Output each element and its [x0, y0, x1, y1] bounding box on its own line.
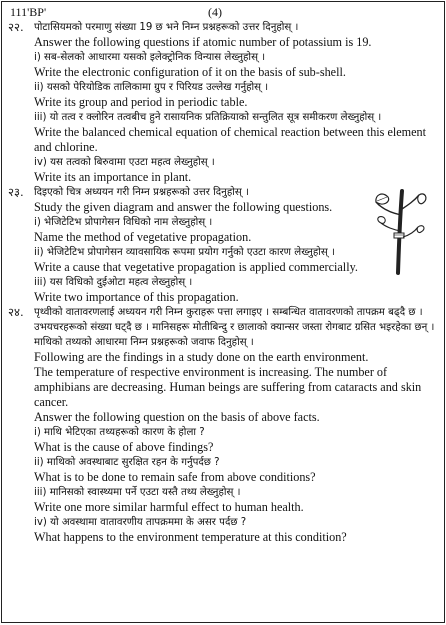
- english-text: Write the balanced chemical equation of chemical reaction between this element and chlorine.: [34, 125, 427, 154]
- english-text: What is to be done to remain safe from above conditions?: [34, 470, 316, 484]
- question-23: [8, 185, 438, 305]
- english-text: Write its group and period in periodic table.: [34, 95, 248, 109]
- english-text: What happens to the environment temperature at this condition?: [34, 530, 347, 544]
- nepali-text: पोटासियमको परमाणु संख्या 19 छ भने निम्न प्रश्नहरूको उत्तर दिनुहोस् ।: [34, 22, 299, 33]
- nepali-text: iv) यो अवस्थामा वातावरणीय तापक्रममा के असर पर्दछ ?: [34, 517, 247, 528]
- english-text: Answer the following questions if atomic number of potassium is 19.: [34, 35, 372, 49]
- question-24: [8, 305, 438, 545]
- question-body: [34, 185, 368, 305]
- exam-page: [1, 1, 445, 623]
- english-text: The temperature of respective environment is increasing. The number of amphibians are decreasing. Human beings are suffering from cataracts and skin cancer.: [34, 365, 422, 409]
- nepali-text: iii) मानिसको स्वास्थ्यमा पर्ने एउटा यस्तै तथ्य लेख्नुहोस् ।: [34, 487, 241, 498]
- nepali-text: ii) यसको पेरियोडिक तालिकामा ग्रुप र पिरियड उल्लेख गर्नुहोस् ।: [34, 82, 269, 93]
- question-number: २२.: [8, 20, 24, 34]
- nepali-text: दिइएको चित्र अध्ययन गरी निम्न प्रश्नहरूको उत्तर दिनुहोस् ।: [34, 187, 249, 198]
- nepali-text: iv) यस तत्वको बिरुवामा एउटा महत्व लेख्नुहोस् ।: [34, 157, 215, 168]
- english-text: Answer the following question on the basis of above facts.: [34, 410, 320, 424]
- page-number: (4): [208, 5, 222, 19]
- question-body: [34, 20, 438, 185]
- nepali-text: i) सब-सेलको आधारमा यसको इलेक्ट्रोनिक विन्यास लेख्नुहोस् ।: [34, 52, 266, 63]
- question-number: २३.: [8, 185, 24, 199]
- english-text: Following are the findings in a study done on the earth environment.: [34, 350, 369, 364]
- english-text: What is the cause of above findings?: [34, 440, 214, 454]
- question-body: [34, 305, 438, 545]
- paper-code: 111'BP': [10, 5, 47, 19]
- nepali-text: iii) यस विधिको दुईओटा महत्व लेख्नुहोस् ।: [34, 277, 193, 288]
- english-text: Study the given diagram and answer the following questions.: [34, 200, 333, 214]
- page-header: [8, 4, 438, 20]
- stem-cutting-diagram: [372, 187, 430, 275]
- english-text: Name the method of vegetative propagation.: [34, 230, 252, 244]
- english-text: Write two importance of this propagation.: [34, 290, 239, 304]
- question-list: [8, 20, 438, 545]
- english-text: Write a cause that vegetative propagation is applied commercially.: [34, 260, 358, 274]
- nepali-text: i) माथि भेटिएका तथ्यहरूको कारण के होला ?: [34, 427, 205, 438]
- nepali-text: पृथ्वीको वातावरणलाई अध्ययन गरी निम्न कुराहरू पत्ता लगाइए । सम्बन्धित वातावरणको तापक्रम बढ्दै छ । उभयचरहरूको संख्या घट्दै छ । मानिसहरू मोतीबिन्दु र छालाको क्यान्सर जस्ता रोगबाट ग्रसित भइरहेका छन् ।: [34, 307, 435, 333]
- nepali-text: ii) भेजिटेटिभ प्रोपागेसन व्यावसायिक रूपमा प्रयोग गर्नुको एउटा कारण लेख्नुहोस् ।: [34, 247, 335, 258]
- nepali-text: iii) यो तत्व र क्लोरिन तत्वबीच हुने रासायनिक प्रतिक्रियाको सन्तुलित सूत्र समीकरण लेख्नुहोस् ।: [34, 112, 382, 123]
- question-number: २४.: [8, 305, 24, 319]
- english-text: Write one more similar harmful effect to human health.: [34, 500, 304, 514]
- nepali-text: माथिको तथ्यको आधारमा निम्न प्रश्नहरूको जवाफ दिनुहोस् ।: [34, 337, 254, 348]
- question-22: [8, 20, 438, 185]
- english-text: Write its an importance in plant.: [34, 170, 192, 184]
- nepali-text: ii) माथिको अवस्थाबाट सुरक्षित रहन के गर्नुपर्दछ ?: [34, 457, 220, 468]
- nepali-text: i) भेजिटेटिभ प्रोपागेसन विधिको नाम लेख्नुहोस् ।: [34, 217, 213, 228]
- english-text: Write the electronic configuration of it on the basis of sub-shell.: [34, 65, 346, 79]
